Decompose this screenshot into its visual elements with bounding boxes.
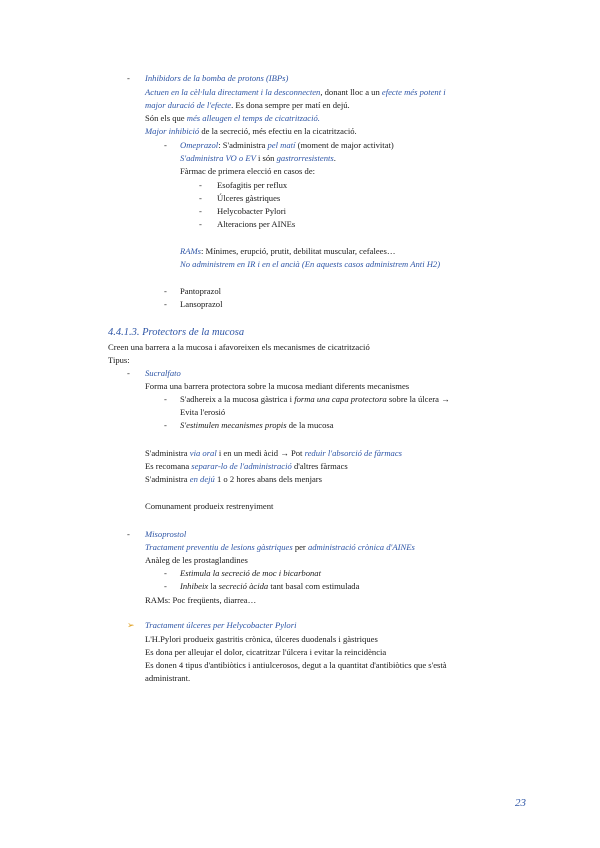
ibp-line-4: Major inhibició de la secreció, més efectiu en la cicatrització.: [145, 126, 357, 136]
sucralfato-bullet-2: S'estimulen mecanismes propis de la mucosa: [180, 420, 334, 430]
misoprostol-bullet-1: Estimula la secreció de moc i bicarbonat: [180, 568, 321, 578]
bullet-dash: -: [199, 219, 202, 229]
sucralfato-side-effect: Comunament produeix restrenyiment: [145, 501, 274, 511]
bullet-dash: -: [164, 581, 167, 591]
sucralfato-fasting-line: S'administra en dejú 1 o 2 hores abans dels menjars: [145, 474, 322, 484]
misoprostol-line-2: Anàleg de les prostaglandines: [145, 555, 248, 565]
first-choice-line: Fàrmac de primera elecció en casos de:: [180, 166, 316, 176]
bullet-dash: -: [164, 140, 167, 150]
page-number: 23: [515, 797, 526, 809]
bullet-dash: -: [164, 394, 167, 404]
bullet-dash: -: [164, 568, 167, 578]
omeprazol-admin-line: S'administra VO o EV i són gastrorresistents.: [180, 153, 336, 163]
section-intro: Creen una barrera a la mucosa i afavoreixen els mecanismes de cicatrització: [108, 342, 370, 352]
section-tipus: Tipus:: [108, 355, 130, 365]
misoprostol-bullet-2: Inhibeix la secreció àcida tant basal com estimulada: [180, 581, 360, 591]
sucralfato-bullet-1: S'adhereix a la mucosa gàstrica i forma una capa protectora sobre la úlcera →: [180, 394, 450, 404]
sucralfato-admin-line: S'administra via oral i en un medi àcid → Pot reduir l'absorció de fàrmacs: [145, 448, 402, 458]
sucralfato-line-1: Forma una barrera protectora sobre la mucosa mediant diferents mecanismes: [145, 381, 410, 391]
bullet-dash: -: [199, 193, 202, 203]
misoprostol-line-1: Tractament preventiu de lesions gàstriques per administració crònica d'AINEs: [145, 542, 415, 552]
bullet-dash: -: [164, 420, 167, 430]
ibp-line-3: Són els que més alleugen el temps de cicatrització.: [145, 113, 320, 123]
case-item: Helycobacter Pylori: [217, 206, 286, 216]
bullet-dash: -: [127, 73, 130, 83]
ibp-line-2: major duració de l'efecte. Es dona sempre per matí en dejú.: [145, 100, 350, 110]
misoprostol-rams: RAMs: Poc freqüents, diarrea…: [145, 595, 257, 605]
hp-line-2: Es dona per alleujar el dolor, cicatritzar l'úlcera i evitar la reincidència: [145, 647, 387, 657]
section-heading: 4.4.1.3. Protectors de la mucosa: [108, 327, 245, 338]
sucralfato-bullet-1-cont: Evita l'erosió: [180, 407, 226, 417]
ibp-title: Inhibidors de la bomba de protons (IBPs): [145, 73, 289, 83]
rams-line: RAMs: Mínimes, erupció, prutit, debilitat muscular, cefalees…: [180, 246, 396, 256]
case-item: Alteracions per AINEs: [217, 219, 296, 229]
case-item: Úlceres gàstriques: [217, 193, 281, 203]
sucralfato-recommend-line: Es recomana separar-lo de l'administració d'altres fàrmacs: [145, 461, 348, 471]
omeprazol-line: Omeprazol: S'administra pel matí (moment de major activitat): [180, 140, 394, 150]
no-admin-line: No administrem en IR i en el ancià (En aquests casos administrem Anti H2): [180, 259, 441, 269]
drug-item: Lansoprazol: [180, 299, 223, 309]
bullet-dash: -: [199, 180, 202, 190]
hp-line-4: administrant.: [145, 673, 191, 683]
bullet-dash: -: [164, 286, 167, 296]
case-item: Esofagitis per reflux: [217, 180, 288, 190]
bullet-dash: -: [199, 206, 202, 216]
ibp-line-1: Actuen en la cèl·lula directament i la desconnecten, donant lloc a un efecte més potent i: [145, 87, 446, 97]
sucralfato-title: Sucralfato: [145, 368, 181, 378]
bullet-dash: -: [127, 529, 130, 539]
misoprostol-title: Misoprostol: [145, 529, 187, 539]
hp-line-1: L'H.Pylori produeix gastritis crònica, úlceres duodenals i gàstriques: [145, 634, 378, 644]
hp-title: Tractament úlceres per Helycobacter Pylori: [145, 620, 297, 630]
bullet-dash: -: [164, 299, 167, 309]
bullet-dash: -: [127, 368, 130, 378]
drug-item: Pantoprazol: [180, 286, 222, 296]
arrow-bullet-icon: ➢: [127, 620, 135, 630]
hp-line-3: Es donen 4 tipus d'antibiòtics i antiulcerosos, degut a la quantitat d'antibiòtics que s'està: [145, 660, 447, 670]
